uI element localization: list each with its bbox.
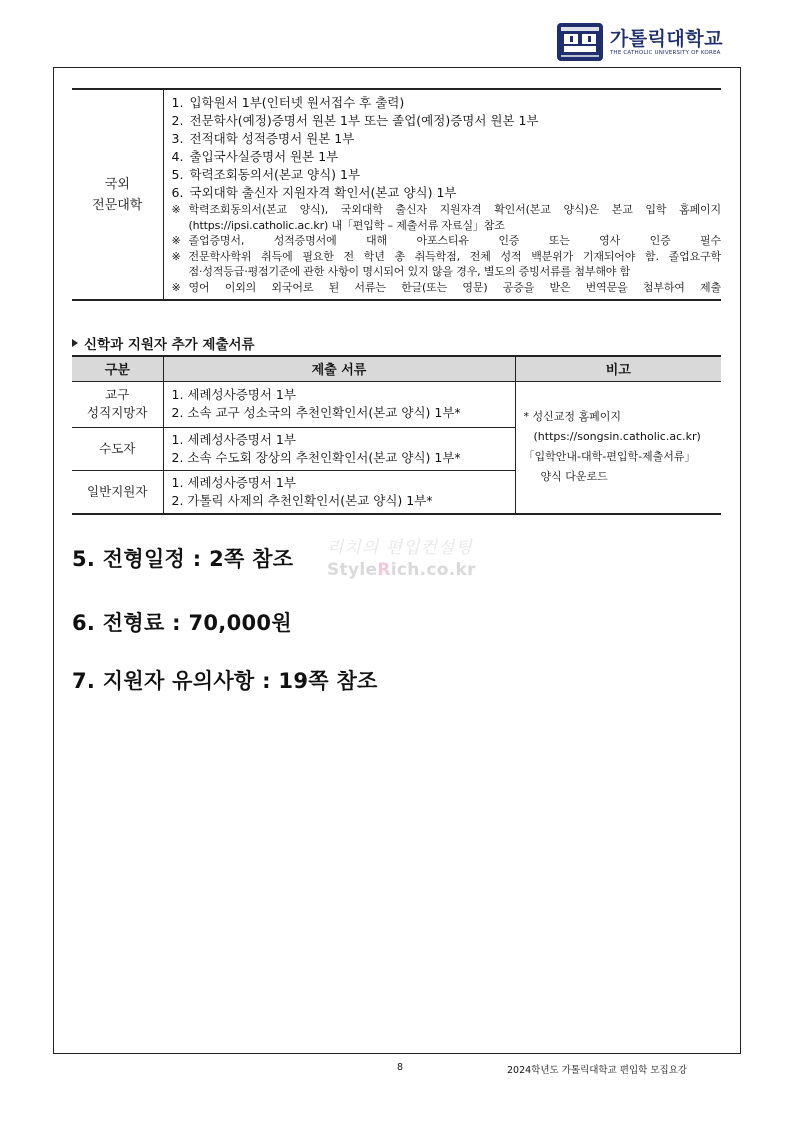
remark-cell: * 성신교정 홈페이지 (https://songsin.catholic.ac.kr) 「입학안내-대학-편입학-제출서류」 양식 다운로드	[515, 381, 721, 514]
column-header: 비고	[515, 356, 721, 381]
section-schedule: 5. 전형일정 : 2쪽 참조	[72, 547, 294, 571]
list-item: 4. 출입국사실증명서 원본 1부	[171, 149, 339, 164]
university-emblem-icon	[556, 22, 604, 62]
documents-cell: 1. 세례성사증명서 1부 2. 소속 교구 성소국의 추천인확인서(본교 양식) 1부*	[163, 381, 515, 427]
note-item: ※ 영어 이외의 외국어로 된 서류는 한글(또는 영문) 공증을 받은 번역문을 첨부하여 제출	[171, 280, 721, 294]
list-item: 5. 학력조회동의서(본교 양식) 1부	[171, 167, 361, 182]
overseas-college-documents	[163, 89, 721, 300]
documents-cell: 1. 세례성사증명서 1부 2. 소속 수도회 장상의 추천인확인서(본교 양식) 1부*	[163, 427, 515, 470]
column-header: 제출 서류	[163, 356, 515, 381]
list-item: 2. 전문학사(예정)증명서 원본 1부 또는 졸업(예정)증명서 원본 1부	[171, 113, 539, 128]
watermark-consulting-text: 리치의 편입컨설팅	[327, 538, 473, 558]
overseas-college-table	[72, 88, 721, 301]
watermark-url: StyleRich.co.kr	[327, 560, 476, 580]
section-fee: 6. 전형료 : 70,000원	[72, 611, 292, 635]
triangle-bullet-icon	[72, 339, 78, 347]
note-continuation: (https://ipsi.catholic.ac.kr) 내「편입학 – 제출서류 자료실」참조	[188, 218, 505, 232]
page-number: 8	[397, 1062, 404, 1073]
list-item: 1. 입학원서 1부(인터넷 원서접수 후 출력)	[171, 95, 405, 110]
table-row	[72, 381, 721, 427]
group-cell: 일반지원자	[72, 470, 163, 514]
section-notes: 7. 지원자 유의사항 : 19쪽 참조	[72, 669, 378, 693]
note-continuation: 점·성적등급·평점기준에 관한 사항이 명시되어 있지 않을 경우, 별도의 증빙서류를 첨부해야 함	[188, 265, 631, 278]
overseas-college-label: 국외 전문대학	[72, 89, 163, 300]
list-item: 6. 국외대학 출신자 지원자격 확인서(본교 양식) 1부	[171, 185, 457, 200]
footer-document-title: 2024학년도 가톨릭대학교 편입학 모집요강	[507, 1065, 688, 1076]
documents-cell: 1. 세례성사증명서 1부 2. 가톨릭 사제의 추천인확인서(본교 양식) 1부*	[163, 470, 515, 514]
note-item: ※ 학력조회동의서(본교 양식), 국외대학 출신자 지원자격 확인서(본교 양식)은 본교 입학 홈페이지	[171, 203, 721, 216]
list-item: 3. 전적대학 성적증명서 원본 1부	[171, 131, 355, 146]
university-logo	[556, 22, 723, 62]
watermark	[327, 533, 476, 580]
group-cell: 수도자	[72, 427, 163, 470]
logo-korean-name: 가톨릭대학교	[609, 27, 723, 50]
theology-section-heading: 신학과 지원자 추가 제출서류	[72, 333, 255, 353]
logo-english-name: THE CATHOLIC UNIVERSITY OF KOREA	[609, 49, 721, 56]
column-header: 구분	[72, 356, 163, 381]
note-item: ※ 전문학사학위 취득에 필요한 전 학년 총 취득학점, 전체 성적 백분위가 기재되어야 함. 졸업요구학	[171, 249, 721, 263]
theology-documents-table	[72, 355, 721, 515]
note-item: ※ 졸업증명서, 성적증명서에 대해 아포스티유 인증 또는 영사 인증 필수	[171, 234, 721, 247]
group-cell: 교구 성직지망자	[72, 381, 163, 427]
